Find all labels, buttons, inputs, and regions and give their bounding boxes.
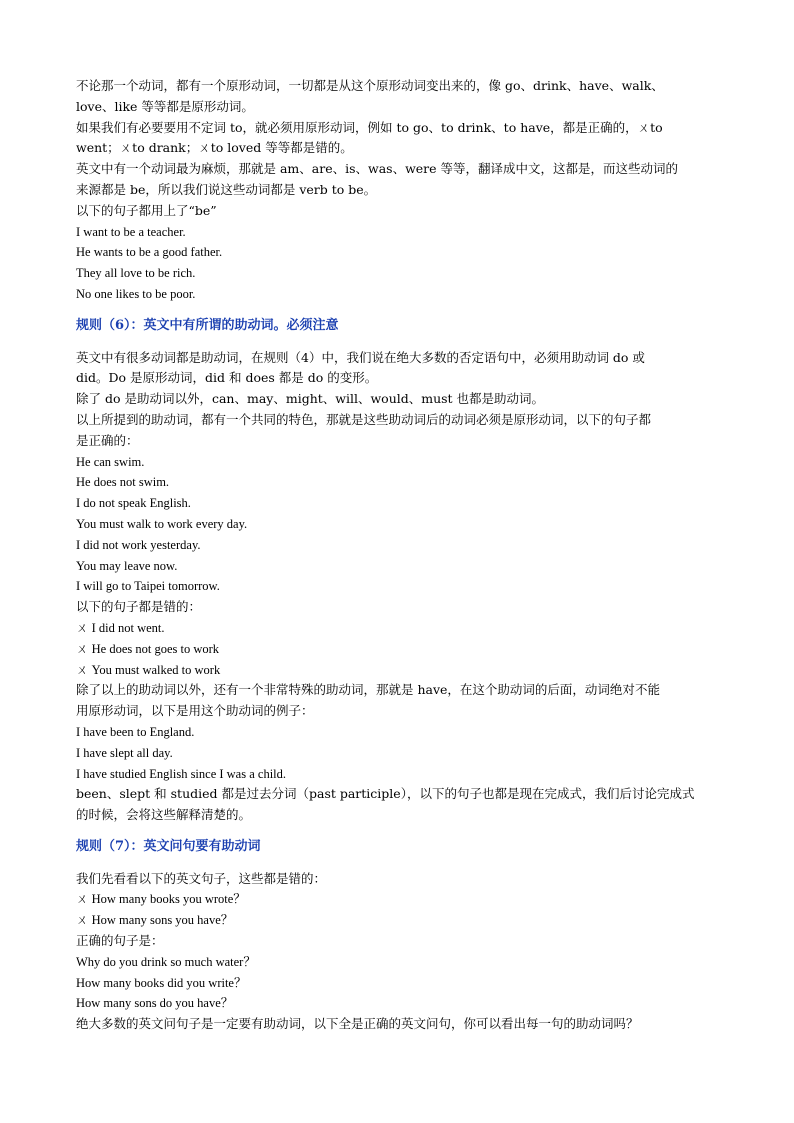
example-sentence: How many books did you write？ bbox=[76, 975, 247, 990]
paragraph-line: 的时候，会将这些解释清楚的。 bbox=[76, 807, 252, 823]
paragraph-line: did。Do 是原形动词，did 和 does 都是 do 的变形。 bbox=[76, 370, 378, 386]
paragraph-line: 如果我们有必要要用不定词 to，就必须用原形动词，例如 to go、to drink、to have，都是正确的，ㄨto bbox=[76, 119, 663, 135]
example-sentence: You may leave now. bbox=[76, 558, 178, 573]
wrong-example-sentence: ㄨ He does not goes to work bbox=[76, 641, 220, 656]
paragraph-line: 用原形动词，以下是用这个助动词的例子： bbox=[76, 703, 314, 719]
wrong-example-sentence: ㄨ How many books you wrote？ bbox=[76, 892, 246, 907]
example-sentence: I have studied English since I was a child. bbox=[76, 766, 287, 781]
example-sentence: I did not work yesterday. bbox=[76, 537, 201, 552]
paragraph-line: 正确的句子是： bbox=[76, 933, 164, 949]
example-sentence: He does not swim. bbox=[76, 475, 170, 490]
example-sentence: I will go to Taipei tomorrow. bbox=[76, 579, 220, 594]
example-sentence: Why do you drink so much water？ bbox=[76, 954, 256, 969]
example-sentence: How many sons do you have？ bbox=[76, 996, 234, 1011]
paragraph-line: 除了 do 是助动词以外，can、may、might、will、would、must 也都是助动词。 bbox=[76, 391, 545, 407]
paragraph-line: 以下的句子都是错的： bbox=[76, 599, 202, 615]
wrong-example-sentence: ㄨ You must walked to work bbox=[76, 662, 221, 677]
example-sentence: I want to be a teacher. bbox=[76, 224, 186, 239]
paragraph-line: 英文中有很多动词都是助动词，在规则（4）中，我们说在绝大多数的否定语句中，必须用助动词 do 或 bbox=[76, 349, 645, 365]
example-sentence: He can swim. bbox=[76, 454, 145, 469]
paragraph-line: 除了以上的助动词以外，还有一个非常特殊的助动词，那就是 have，在这个助动词的后面，动词绝对不能 bbox=[76, 682, 660, 698]
paragraph-line: 以下的句子都用上了“be” bbox=[76, 202, 217, 218]
paragraph-line: love、like 等等都是原形动词。 bbox=[76, 98, 254, 114]
paragraph-line: 绝大多数的英文问句子是一定要有助动词，以下全是正确的英文问句，你可以看出每一句的助动词吗？ bbox=[76, 1016, 639, 1032]
example-sentence: I have slept all day. bbox=[76, 745, 173, 760]
wrong-example-sentence: ㄨ How many sons you have？ bbox=[76, 913, 234, 928]
paragraph-line: went；ㄨto drank；ㄨto loved 等等都是错的。 bbox=[76, 140, 353, 156]
example-sentence: I have been to England. bbox=[76, 724, 195, 739]
paragraph-line: 我们先看看以下的英文句子，这些都是错的： bbox=[76, 870, 327, 886]
example-sentence: You must walk to work every day. bbox=[76, 516, 248, 531]
paragraph-line: 以上所提到的助动词，都有一个共同的特色，那就是这些助动词后的动词必须是原形动词，以下的句子都 bbox=[76, 411, 652, 427]
section-intro bbox=[76, 76, 726, 305]
rule-7-heading: 规则（7）：英文问句要有助动词 bbox=[76, 838, 261, 854]
paragraph-line: 不论那一个动词，都有一个原形动词，一切都是从这个原形动词变出来的，像 go、drink、have、walk、 bbox=[76, 78, 664, 93]
example-sentence: He wants to be a good father. bbox=[76, 245, 223, 260]
section-rule-7 bbox=[76, 869, 726, 1035]
example-sentence: No one likes to be poor. bbox=[76, 286, 196, 301]
example-sentence: I do not speak English. bbox=[76, 496, 191, 511]
section-rule-6 bbox=[76, 348, 726, 826]
rule-6-heading: 规则（6）：英文中有所谓的助动词。必须注意 bbox=[76, 317, 339, 333]
wrong-example-sentence: ㄨ I did not went. bbox=[76, 620, 165, 635]
example-sentence: They all love to be rich. bbox=[76, 266, 196, 281]
paragraph-line: 来源都是 be，所以我们说这些动词都是 verb to be。 bbox=[76, 181, 377, 197]
paragraph-line: been、slept 和 studied 都是过去分词（past participle），以下的句子也都是现在完成式，我们后讨论完成式 bbox=[76, 786, 695, 802]
paragraph-line: 英文中有一个动词最为麻烦，那就是 am、are、is、was、were 等等，翻译成中文，这都是，而这些动词的 bbox=[76, 161, 679, 177]
paragraph-line: 是正确的： bbox=[76, 432, 139, 448]
document-page bbox=[76, 76, 726, 1035]
